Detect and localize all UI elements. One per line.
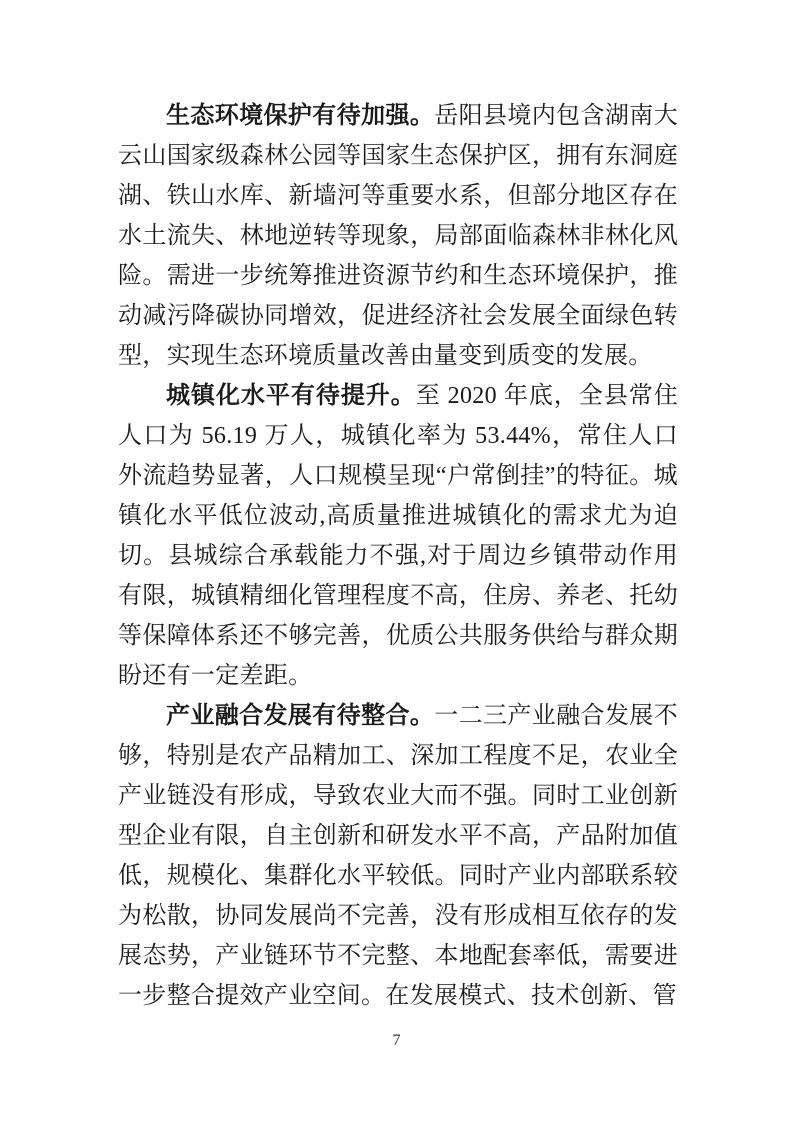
document-body [118, 96, 678, 1016]
paragraph-lead: 生态环境保护有待加强。 [166, 103, 435, 129]
paragraph-industry [118, 696, 678, 1016]
paragraph-lead: 产业融合发展有待整合。 [166, 703, 435, 729]
paragraph-ecology [118, 96, 678, 376]
page-number: 7 [392, 1032, 401, 1049]
paragraph-body: 至 2020 年底，全县常住人口为 56.19 万人，城镇化率为 53.44%，常住人口外流趋势显著，人口规模呈现“户常倒挂”的特征。城镇化水平低位波动,高质量推进城镇化的需求尤为迫切。县城综合承载能力不强,对于周边乡镇带动作用有限，城镇精细化管理程度不高，住房、养老、托幼等保障体系还不够完善，优质公共服务供给与群众期盼还有一定差距。 [118, 383, 678, 689]
page-footer [0, 1032, 793, 1050]
paragraph-urbanization [118, 376, 678, 696]
paragraph-lead: 城镇化水平有待提升。 [166, 383, 416, 409]
paragraph-body: 岳阳县境内包含湖南大云山国家级森林公园等国家生态保护区，拥有东洞庭湖、铁山水库、新墙河等重要水系，但部分地区存在水土流失、林地逆转等现象，局部面临森林非林化风险。需进一步统筹推进资源节约和生态环境保护，推动减污降碳协同增效，促进经济社会发展全面绿色转型，实现生态环境质量改善由量变到质变的发展。 [118, 103, 678, 369]
paragraph-body: 一二三产业融合发展不够，特别是农产品精加工、深加工程度不足，农业全产业链没有形成，导致农业大而不强。同时工业创新型企业有限，自主创新和研发水平不高，产品附加值低，规模化、集群化水平较低。同时产业内部联系较为松散，协同发展尚不完善，没有形成相互依存的发展态势，产业链环节不完整、本地配套率低，需要进一步整合提效产业空间。在发展模式、技术创新、管 [118, 703, 678, 1009]
